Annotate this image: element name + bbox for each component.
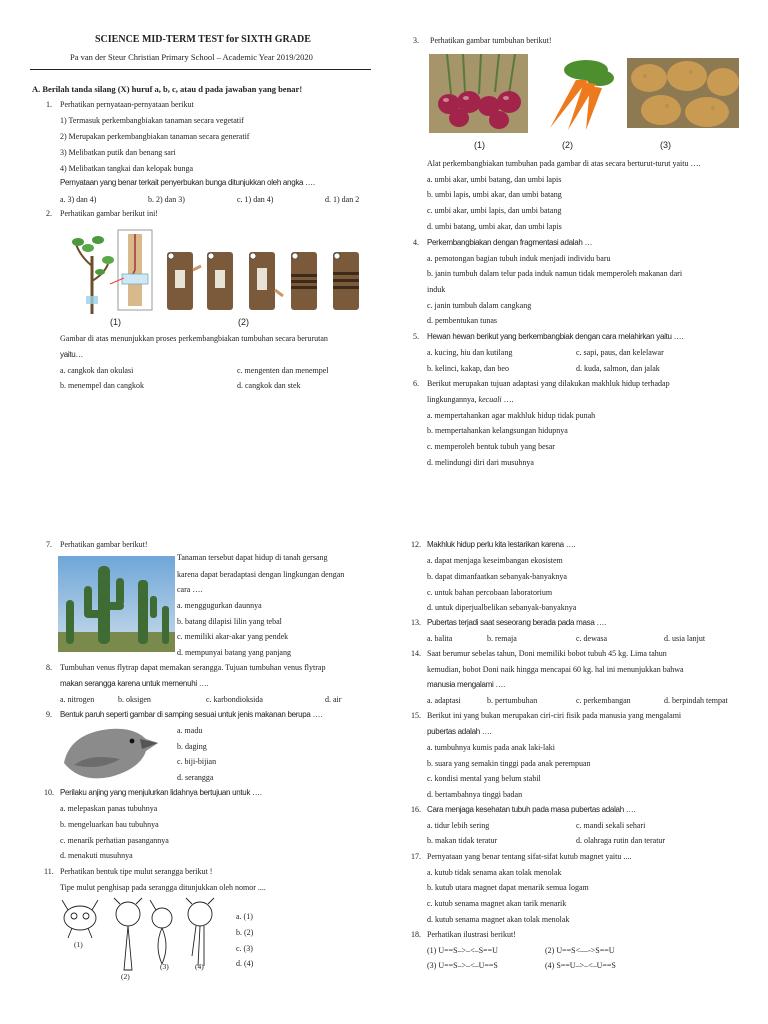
q18-item: (1) U==S–>–<–S==U xyxy=(427,946,498,955)
q2-caption-1: (1) xyxy=(110,317,121,327)
q14-option-b[interactable]: b. pertumbuhan xyxy=(487,696,538,705)
q1-option-b[interactable]: b. 2) dan 3) xyxy=(148,195,185,204)
q2-option-c[interactable]: c. mengenten dan menempel xyxy=(237,366,329,375)
q9-option-a[interactable]: a. madu xyxy=(177,726,203,735)
q5-option-c[interactable]: c. sapi, paus, dan kelelawar xyxy=(576,348,664,357)
q7-text: Perhatikan gambar berikut! xyxy=(60,540,148,549)
potato-photo xyxy=(627,58,739,128)
q7-number: 7. xyxy=(46,540,52,549)
q1-item: 4) Melibatkan tangkai dan kelopak bunga xyxy=(60,164,194,173)
q4-option-b[interactable]: b. janin tumbuh dalam telur pada induk namun tidak memperoleh makanan dari xyxy=(427,269,683,278)
q5-option-d[interactable]: d. kuda, salmon, dan jalak xyxy=(576,364,660,373)
q12-option-d[interactable]: d. untuk diperjualbelikan sebanyak-banyaknya xyxy=(427,603,577,612)
q16-option-d[interactable]: d. olahraga rutin dan teratur xyxy=(576,836,666,845)
q7-option-a[interactable]: a. menggugurkan daunnya xyxy=(177,601,262,610)
carrot-photo xyxy=(528,56,624,131)
q9-number: 9. xyxy=(46,710,52,719)
q7-option-c[interactable]: c. memiliki akar-akar yang pendek xyxy=(177,632,289,641)
q16-option-c[interactable]: c. mandi sekali sehari xyxy=(576,821,646,830)
q2-option-b[interactable]: b. menempel dan cangkok xyxy=(60,381,144,390)
q3-option-b[interactable]: b. umbi lapis, umbi akar, dan umbi batang xyxy=(427,190,562,199)
q3-caption-1: (1) xyxy=(474,140,485,150)
q4-text: Perkembangbiakan dengan fragmentasi adalah … xyxy=(427,238,593,247)
q9-option-b[interactable]: b. daging xyxy=(177,742,207,751)
q1-question: Pernyataan yang benar terkait penyerbukan bunga ditunjukkan oleh angka …. xyxy=(60,178,315,187)
q15-number: 15. xyxy=(411,711,421,720)
bird-beak-illustration xyxy=(60,723,160,785)
q6-text-cont: lingkungannya, kecuali …. xyxy=(427,395,514,404)
onion-photo xyxy=(429,54,528,133)
q17-option-d[interactable]: d. kutub senama magnet akan tolak menolak xyxy=(427,915,570,924)
q14-text: Saat berumur sebelas tahun, Doni memiliki bobot tubuh 45 kg. Lima tahun xyxy=(427,649,667,658)
q18-number: 18. xyxy=(411,930,421,939)
q17-option-c[interactable]: c. kutub senama magnet akan tarik menarik xyxy=(427,899,567,908)
q13-option-a[interactable]: a. balita xyxy=(427,634,453,643)
q1-option-c[interactable]: c. 1) dan 4) xyxy=(237,195,274,204)
q3-caption-2: (2) xyxy=(562,140,573,150)
q8-option-c[interactable]: c. karbondioksida xyxy=(206,695,263,704)
q16-option-a[interactable]: a. tidur lebih sering xyxy=(427,821,490,830)
q1-item: 2) Merupakan perkembangbiakan tanaman secara generatif xyxy=(60,132,250,141)
q5-text: Hewan hewan berikut yang berkembangbiak dengan cara melahirkan yaitu …. xyxy=(427,332,684,341)
q14-option-d[interactable]: d. berpindah tempat xyxy=(664,696,728,705)
q10-option-d[interactable]: d. menakuti musuhnya xyxy=(60,851,133,860)
cactus-photo xyxy=(58,556,175,652)
q10-option-c[interactable]: c. menarik perhatian pasangannya xyxy=(60,836,169,845)
q6-option-d[interactable]: d. melindungi diri dari musuhnya xyxy=(427,458,534,467)
q18-item: (4) S==U–>–<–U==S xyxy=(545,961,616,970)
q2-text: Perhatikan gambar berikut ini! xyxy=(60,209,158,218)
q18-item: (3) U==S–>–<–U==S xyxy=(427,961,498,970)
q14-option-a[interactable]: a. adaptasi xyxy=(427,696,461,705)
q11-label-2: (2) xyxy=(121,972,130,981)
q1-number: 1. xyxy=(46,100,52,109)
q17-number: 17. xyxy=(411,852,421,861)
q3-option-c[interactable]: c. umbi akar, umbi lapis, dan umbi batang xyxy=(427,206,562,215)
q15-text-cont: pubertas adalah …. xyxy=(427,727,492,736)
q12-text: Makhluk hidup perlu kita lestarikan karena …. xyxy=(427,540,576,549)
q3-number: 3. xyxy=(413,36,419,45)
q3-question: Alat perkembangbiakan tumbuhan pada gambar di atas secara berturut-turut yaitu …. xyxy=(427,159,701,168)
header-divider xyxy=(30,69,371,70)
q5-option-a[interactable]: a. kucing, hiu dan kutilang xyxy=(427,348,513,357)
q13-option-d[interactable]: d. usia lanjut xyxy=(664,634,706,643)
q14-number: 14. xyxy=(411,649,421,658)
q12-option-b[interactable]: b. dapat dimanfaatkan sebanyak-banyaknya xyxy=(427,572,567,581)
q11-text: Perhatikan bentuk tipe mulut serangga berikut ! xyxy=(60,867,213,876)
q2-question-cont: yaitu… xyxy=(60,350,84,359)
q8-option-a[interactable]: a. nitrogen xyxy=(60,695,95,704)
q3-option-d[interactable]: d. umbi batang, umbi akar, dan umbi lapis xyxy=(427,222,562,231)
q2-caption-2: (2) xyxy=(238,317,249,327)
q14-option-c[interactable]: c. perkembangan xyxy=(576,696,631,705)
q7-desc: Tanaman tersebut dapat hidup di tanah gersang xyxy=(177,553,328,562)
q8-option-d[interactable]: d. air xyxy=(325,695,342,704)
q2-question: Gambar di atas menunjukkan proses perkembangbiakan tumbuhan secara berurutan xyxy=(60,334,328,343)
q11-option-c[interactable]: c. (3) xyxy=(236,944,253,953)
q17-text: Pernyataan yang benar tentang sifat-sifat kutub magnet yaitu .... xyxy=(427,852,632,861)
q1-text: Perhatikan pernyataan-pernyataan berikut xyxy=(60,100,194,109)
q10-text: Perilaku anjing yang menjulurkan lidahnya bertujuan untuk …. xyxy=(60,788,262,797)
grafting-illustration-2 xyxy=(163,246,365,314)
q16-text: Cara menjaga kesehatan tubuh pada masa pubertas adalah …. xyxy=(427,805,636,814)
q10-option-a[interactable]: a. melepaskan panas tubuhnya xyxy=(60,804,158,813)
q7-option-b[interactable]: b. batang dilapisi lilin yang tebal xyxy=(177,617,282,626)
q6-option-c[interactable]: c. memperoleh bentuk tubuh yang besar xyxy=(427,442,555,451)
q12-number: 12. xyxy=(411,540,421,549)
q4-option-d[interactable]: d. pembentukan tunas xyxy=(427,316,497,325)
q15-option-a[interactable]: a. tumbuhnya kumis pada anak laki-laki xyxy=(427,743,555,752)
q9-option-d[interactable]: d. serangga xyxy=(177,773,214,782)
q6-text: Berikut merupakan tujuan adaptasi yang dilakukan makhluk hidup terhadap xyxy=(427,379,670,388)
q4-number: 4. xyxy=(413,238,419,247)
q1-item: 1) Termasuk perkembangbiakan tanaman secara vegetatif xyxy=(60,116,244,125)
q13-option-c[interactable]: c. dewasa xyxy=(576,634,608,643)
q15-option-d[interactable]: d. bertambahnya tinggi badan xyxy=(427,790,523,799)
q3-option-a[interactable]: a. umbi akar, umbi batang, dan umbi lapis xyxy=(427,175,562,184)
q4-option-b-cont: induk xyxy=(427,285,446,294)
q18-item: (2) U==S<—->S==U xyxy=(545,946,615,955)
q2-number: 2. xyxy=(46,209,52,218)
q16-number: 16. xyxy=(411,805,421,814)
q11-option-a[interactable]: a. (1) xyxy=(236,912,253,921)
q5-number: 5. xyxy=(413,332,419,341)
q1-option-a[interactable]: a. 3) dan 4) xyxy=(60,195,97,204)
q8-text: Tumbuhan venus flytrap dapat memakan serangga. Tujuan tumbuhan venus flytrap xyxy=(60,663,326,672)
test-subtitle: Pa van der Steur Christian Primary School – Academic Year 2019/2020 xyxy=(70,52,313,62)
q11-option-d[interactable]: d. (4) xyxy=(236,959,254,968)
q3-caption-3: (3) xyxy=(660,140,671,150)
grafting-illustration-1 xyxy=(70,226,156,318)
q12-option-a[interactable]: a. dapat menjaga keseimbangan ekosistem xyxy=(427,556,563,565)
q13-text: Pubertas terjadi saat seseorang berada pada masa …. xyxy=(427,618,607,627)
q12-option-c[interactable]: c. untuk bahan percobaan laboratorium xyxy=(427,588,553,597)
q8-text-cont: makan serangga karena untuk memenuhi …. xyxy=(60,679,209,688)
q5-option-b[interactable]: b. kelinci, kakap, dan beo xyxy=(427,364,509,373)
q1-option-d[interactable]: d. 1) dan 2 xyxy=(325,195,360,204)
q14-text-cont: kemudian, bobot Doni naik hingga mencapai 60 kg. hal ini menunjukkan bahwa xyxy=(427,665,684,674)
q17-option-b[interactable]: b. kutub utara magnet dapat menarik semua logam xyxy=(427,883,589,892)
q17-option-a[interactable]: a. kutub tidak senama akan tolak menolak xyxy=(427,868,562,877)
q11-option-b[interactable]: b. (2) xyxy=(236,928,254,937)
q15-option-b[interactable]: b. suara yang semakin tinggi pada anak perempuan xyxy=(427,759,591,768)
q15-text: Berikut ini yang bukan merupakan ciri-ciri fisik pada manusia yang mengalami xyxy=(427,711,682,720)
q10-option-b[interactable]: b. mengeluarkan bau tubuhnya xyxy=(60,820,159,829)
q18-text: Perhatikan ilustrasi berikut! xyxy=(427,930,516,939)
q9-option-c[interactable]: c. biji-bijian xyxy=(177,757,217,766)
q13-option-b[interactable]: b. remaja xyxy=(487,634,517,643)
q11-label-1: (1) xyxy=(74,940,83,949)
q11-number: 11. xyxy=(44,867,54,876)
test-title: SCIENCE MID-TERM TEST for SIXTH GRADE xyxy=(95,34,311,45)
q3-text: Perhatikan gambar tumbuhan berikut! xyxy=(430,36,552,45)
section-a-instruction: A. Berilah tanda silang (X) huruf a, b, c, atau d pada jawaban yang benar! xyxy=(32,84,303,94)
q7-option-d[interactable]: d. mempunyai batang yang panjang xyxy=(177,648,291,657)
q11-label-3: (3) xyxy=(160,962,169,971)
q1-item: 3) Melibatkan putik dan benang sari xyxy=(60,148,176,157)
q16-option-b[interactable]: b. makan tidak teratur xyxy=(427,836,498,845)
q4-option-a[interactable]: a. pemotongan bagian tubuh induk menjadi individu baru xyxy=(427,254,611,263)
q2-option-a[interactable]: a. cangkok dan okulasi xyxy=(60,366,134,375)
q2-option-d[interactable]: d. cangkok dan stek xyxy=(237,381,301,390)
q9-text: Bentuk paruh seperti gambar di samping sesuai untuk jenis makanan berupa …. xyxy=(60,710,323,719)
q8-number: 8. xyxy=(46,663,52,672)
q7-desc: cara …. xyxy=(177,585,203,594)
q6-number: 6. xyxy=(413,379,419,388)
q6-option-b[interactable]: b. mempertahankan kelangsungan hidupnya xyxy=(427,426,568,435)
q11-text-cont: Tipe mulut penghisap pada serangga ditunjukkan oleh nomor .... xyxy=(60,883,266,892)
q15-option-c[interactable]: c. kondisi mental yang belum stabil xyxy=(427,774,541,783)
q11-label-4: (4) xyxy=(195,962,204,971)
q13-number: 13. xyxy=(411,618,421,627)
q8-option-b[interactable]: b. oksigen xyxy=(118,695,151,704)
q6-option-a[interactable]: a. mempertahankan agar makhluk hidup tidak punah xyxy=(427,411,596,420)
q7-desc: karena dapat beradaptasi dengan lingkungan dengan xyxy=(177,570,345,579)
q14-text-cont: manusia mengalami …. xyxy=(427,680,506,689)
q4-option-c[interactable]: c. janin tumbuh dalam cangkang xyxy=(427,301,532,310)
q10-number: 10. xyxy=(44,788,54,797)
